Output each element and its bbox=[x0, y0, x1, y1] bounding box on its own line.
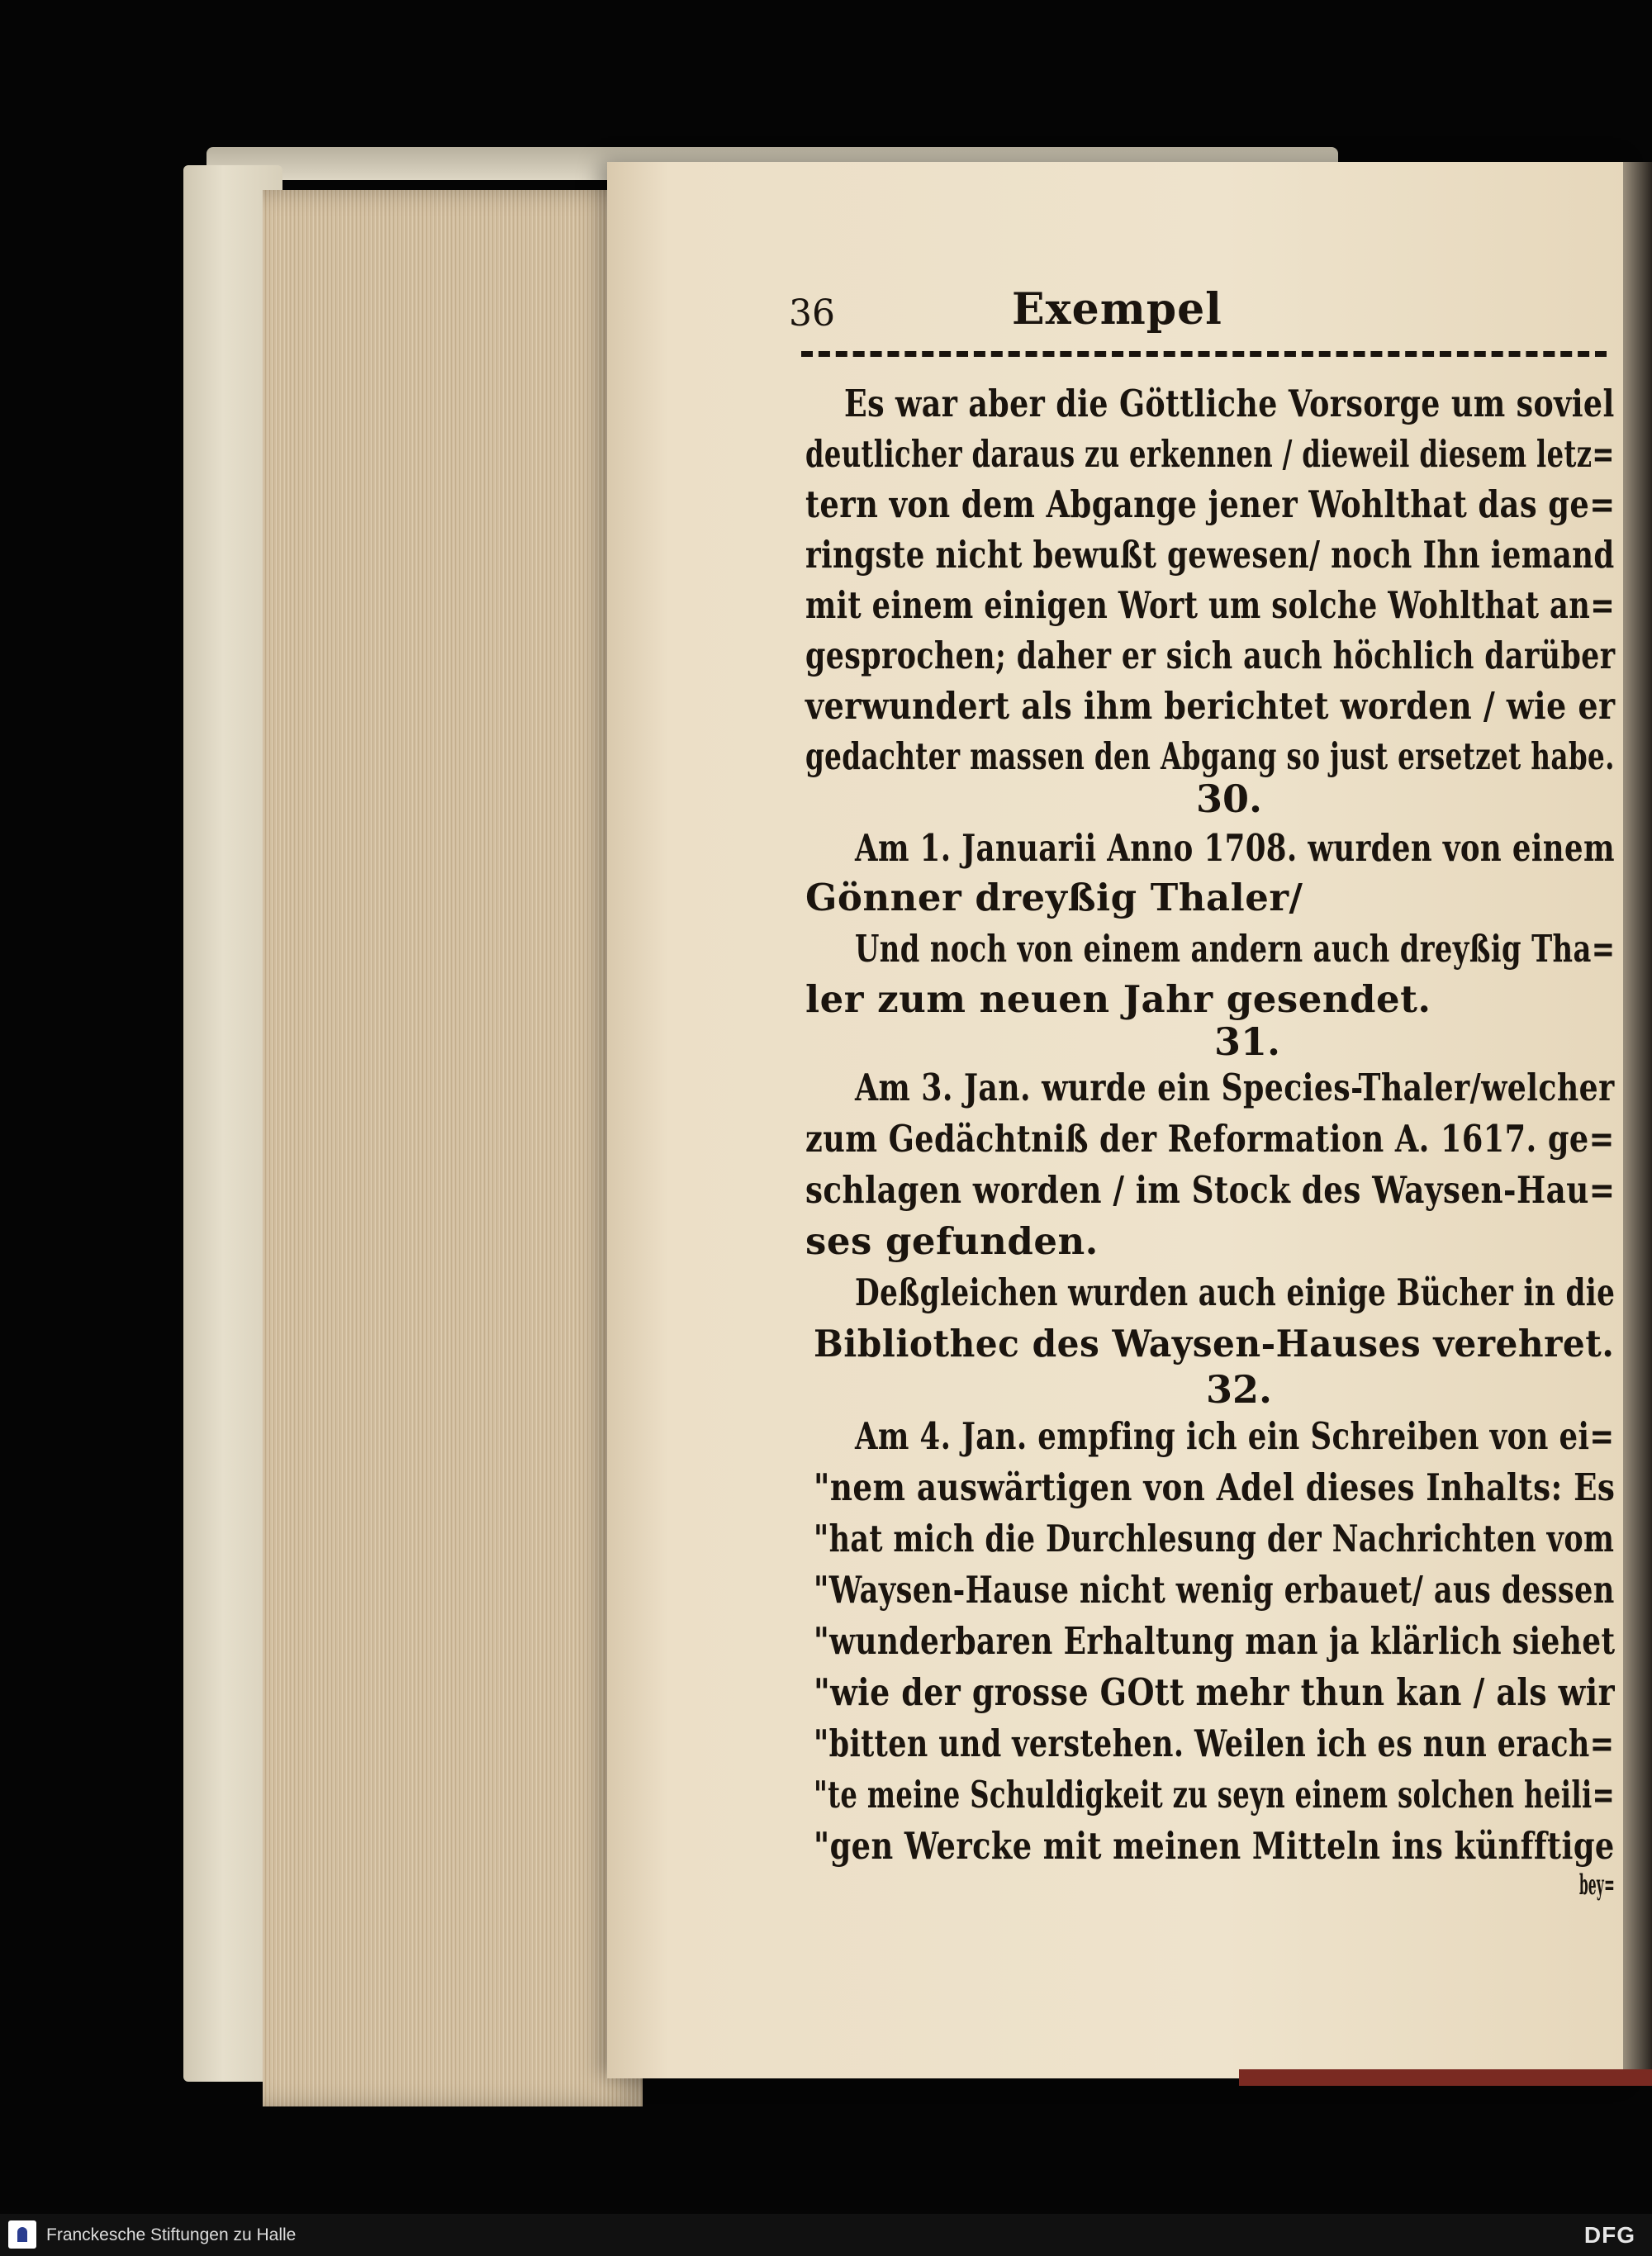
text-line: gedachter massen den Abgang so just ersetzet habe. bbox=[805, 734, 1615, 778]
page-number: 36 bbox=[789, 292, 835, 335]
catchword: bey= bbox=[1579, 1869, 1616, 1902]
section-number: 31. bbox=[1214, 1019, 1281, 1064]
text-line: "gen Wercke mit meinen Mitteln ins künfftige bbox=[814, 1824, 1615, 1868]
page-right-shadow bbox=[1623, 162, 1652, 2070]
text-line: deutlicher daraus zu erkennen / dieweil diesem letz= bbox=[805, 432, 1615, 476]
header-rule bbox=[801, 351, 1607, 357]
text-line: Am 3. Jan. wurde ein Species-Thaler/welcher bbox=[855, 1066, 1615, 1109]
text-line: Bibliothec des Waysen-Hauses verehret. bbox=[814, 1322, 1615, 1365]
institution-logo-icon bbox=[8, 2220, 36, 2249]
text-line: "wie der grosse GOtt mehr thun kan / als wir bbox=[814, 1670, 1615, 1714]
text-line: verwundert als ihm berichtet worden / wie er bbox=[805, 684, 1616, 728]
text-line: Am 4. Jan. empfing ich ein Schreiben von ei= bbox=[855, 1414, 1615, 1458]
page-edges bbox=[263, 190, 643, 2106]
text-line: Gönner dreyßig Thaler/ bbox=[805, 876, 1303, 919]
text-line: ses gefunden. bbox=[805, 1219, 1099, 1263]
text-line: "wunderbaren Erhaltung man ja klärlich siehet bbox=[814, 1619, 1616, 1663]
text-line: ler zum neuen Jahr gesendet. bbox=[805, 977, 1431, 1021]
text-line: "te meine Schuldigkeit zu seyn einem solchen heili= bbox=[814, 1773, 1616, 1817]
text-line: Und noch von einem andern auch dreyßig Tha= bbox=[855, 927, 1616, 971]
institution-name: Franckesche Stiftungen zu Halle bbox=[46, 2225, 297, 2244]
dfg-logo: DFG bbox=[1583, 2222, 1635, 2248]
text-line: "Waysen-Hause nicht wenig erbauet/ aus dessen bbox=[814, 1568, 1615, 1612]
section-number: 32. bbox=[1206, 1367, 1273, 1412]
text-line: mit einem einigen Wort um solche Wohlthat an= bbox=[805, 583, 1616, 627]
text-line: tern von dem Abgange jener Wohlthat das ge= bbox=[805, 482, 1616, 526]
section-number: 30. bbox=[1196, 777, 1263, 821]
text-line: Am 1. Januarii Anno 1708. wurden von einem bbox=[855, 826, 1615, 870]
text-line: schlagen worden / im Stock des Waysen-Hau= bbox=[805, 1168, 1616, 1212]
running-header: Exempel bbox=[1012, 284, 1222, 335]
viewer-footer bbox=[0, 2214, 1652, 2256]
text-line: "bitten und verstehen. Weilen ich es nun erach= bbox=[814, 1722, 1615, 1765]
text-line: gesprochen; daher er sich auch höchlich darüber bbox=[805, 634, 1616, 677]
text-line: ringste nicht bewußt gewesen/ noch Ihn iemand bbox=[805, 533, 1615, 577]
text-line: "hat mich die Durchlesung der Nachrichten vom bbox=[814, 1517, 1615, 1560]
text-line: Deßgleichen wurden auch einige Bücher in die bbox=[855, 1270, 1616, 1314]
text-line: "nem auswärtigen von Adel dieses Inhalts: Es bbox=[814, 1465, 1616, 1509]
text-line: Es war aber die Göttliche Vorsorge um soviel bbox=[844, 382, 1615, 425]
text-line: zum Gedächtniß der Reformation A. 1617. ge= bbox=[805, 1117, 1615, 1161]
book-bottom-edge bbox=[1239, 2069, 1652, 2086]
